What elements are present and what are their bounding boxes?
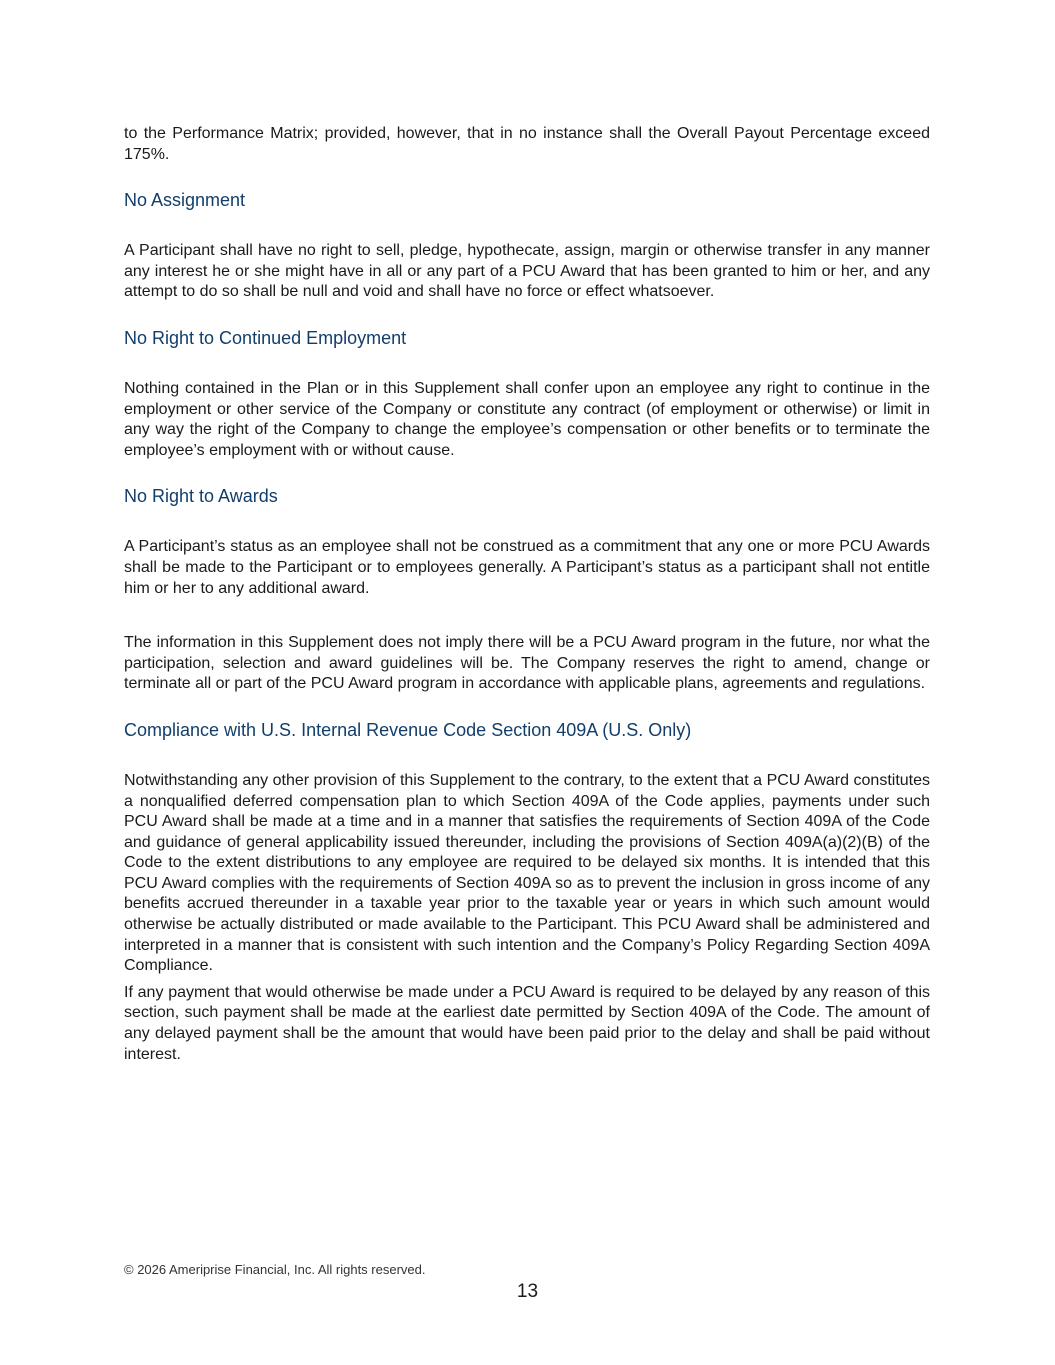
- paragraph-section-409a-1: Notwithstanding any other provision of this Supplement to the contrary, to the extent that a PCU Award constitutes a nonqualified deferred compensation plan to which Section 409A of the Code applies, payments under such PCU Award shall be made at a time and in a manner that satisfies the requirements of Section 409A of the Code and guidance of general applicability issued thereunder, including the provisions of Section 409A(a)(2)(B) of the Code to the extent distributions to any employee are required to be delayed six months. It is intended that this PCU Award complies with the requirements of Section 409A so as to prevent the inclusion in gross income of any benefits accrued thereunder in a taxable year prior to the taxable year or years in which such amount would otherwise be actually distributed or made available to the Participant. This PCU Award shall be administered and interpreted in a manner that is consistent with such intention and the Company’s Policy Regarding Section 409A Compliance.: [124, 771, 930, 975]
- heading-section-409a-compliance: Compliance with U.S. Internal Revenue Code Section 409A (U.S. Only): [124, 719, 692, 740]
- paragraph-section-409a-2: If any payment that would otherwise be made under a PCU Award is required to be delayed by any reason of this section, such payment shall be made at the earliest date permitted by Section 409A of the Code. The amount of any delayed payment shall be the amount that would have been paid prior to the delay and shall be paid without interest.: [124, 983, 930, 1063]
- paragraph-no-assignment: A Participant shall have no right to sell, pledge, hypothecate, assign, margin or otherwise transfer in any manner any interest he or she might have in all or any part of a PCU Award that has been granted to him or her, and any attempt to do so shall be null and void and shall have no force or effect whatsoever.: [124, 242, 930, 301]
- page-number: 13: [516, 1281, 539, 1302]
- paragraph-no-right-to-awards-1: A Participant’s status as an employee shall not be construed as a commitment that any one or more PCU Awards shall be made to the Participant or to employees generally. A Participant’s status as a participant shall not entitle him or her to any additional award.: [124, 538, 930, 597]
- footer-copyright: © 2026 Ameriprise Financial, Inc. All rights reserved.: [124, 1262, 426, 1277]
- page-content: [124, 124, 930, 1065]
- heading-no-assignment: No Assignment: [124, 190, 246, 211]
- heading-no-right-to-continued-employment: No Right to Continued Employment: [124, 327, 407, 348]
- heading-no-right-to-awards: No Right to Awards: [124, 486, 278, 507]
- paragraph-no-right-to-awards-2: The information in this Supplement does not imply there will be a PCU Award program in the future, nor what the participation, selection and award guidelines will be. The Company reserves the right to amend, change or terminate all or part of the PCU Award program in accordance with applicable plans, agreements and regulations.: [124, 634, 930, 693]
- continuation-paragraph: to the Performance Matrix; provided, however, that in no instance shall the Overall Payout Percentage exceed 175%.: [124, 125, 930, 163]
- paragraph-no-right-to-continued-employment: Nothing contained in the Plan or in this Supplement shall confer upon an employee any right to continue in the employment or other service of the Company or constitute any contract (of employment or otherwise) or limit in any way the right of the Company to change the employee’s compensation or other benefits or to terminate the employee’s employment with or without cause.: [124, 379, 930, 459]
